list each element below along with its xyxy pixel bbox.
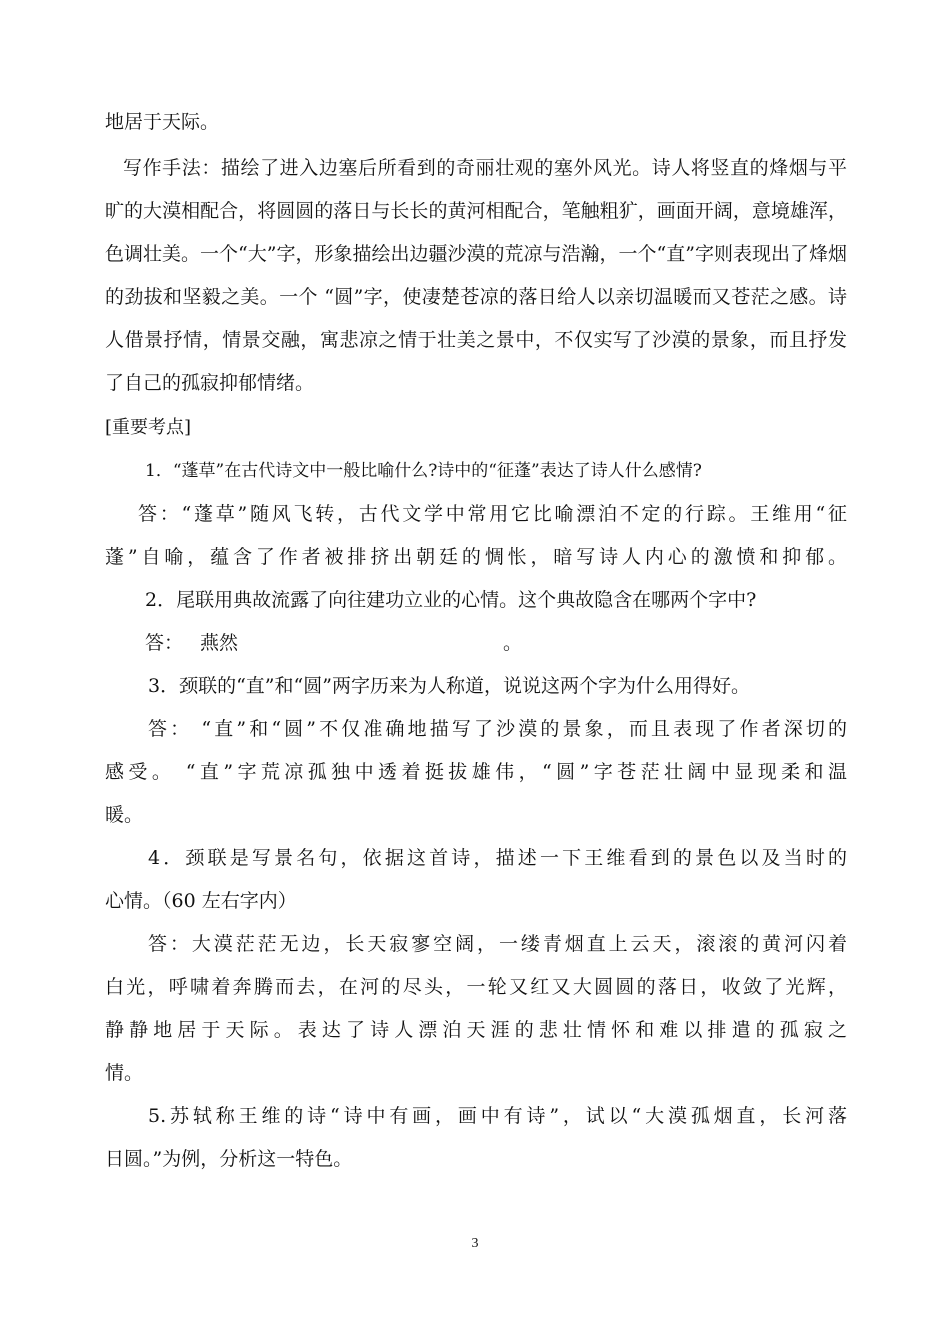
technique-line: 了自己的孤寂抑郁情绪。 — [105, 372, 315, 394]
answer-3-line: 暖。 — [105, 804, 144, 826]
question-3: 3．颈联的“直”和“圆”两字历来为人称道，说说这两个字为什么用得好。 — [148, 675, 750, 697]
answer-3-line: 感受。 “直”字荒凉孤独中透着挺拔雄伟，“圆”字苍茫壮阔中显现柔和温 — [105, 761, 847, 783]
question-5-line: 5.苏轼称王维的诗“诗中有画，画中有诗”，试以“大漠孤烟直，长河落 — [148, 1105, 847, 1127]
answer-4-line: 情。 — [105, 1062, 144, 1084]
question-5-line: 日圆。”为例，分析这一特色。 — [105, 1148, 353, 1170]
answer-4-line: 答：大漠茫茫无边，长天寂寥空阔，一缕青烟直上云天，滚滚的黄河闪着 — [148, 933, 847, 955]
question-4-line: 4．颈联是写景名句，依据这首诗，描述一下王维看到的景色以及当时的 — [148, 847, 847, 869]
answer-2-end: 。 — [503, 632, 523, 654]
answer-2-value: 燕然 — [200, 632, 239, 654]
question-2: 2．尾联用典故流露了向往建功立业的心情。这个典故隐含在哪两个字中? — [145, 589, 757, 611]
technique-line: 人借景抒情，情景交融，寓悲凉之情于壮美之景中，不仅实写了沙漠的景象，而且抒发 — [105, 329, 847, 351]
answer-1-line: 答：“蓬草”随风飞转，古代文学中常用它比喻漂泊不定的行踪。王维用“征 — [138, 503, 847, 525]
section-title: [重要考点] — [105, 417, 192, 438]
technique-line: 色调壮美。一个“大”字，形象描绘出边疆沙漠的荒凉与浩瀚，一个“直”字则表现出了烽烟 — [105, 243, 847, 265]
answer-4-line: 白光，呼啸着奔腾而去，在河的尽头，一轮又红又大圆圆的落日，收敛了光辉， — [105, 976, 847, 998]
technique-line: 旷的大漠相配合，将圆圆的落日与长长的黄河相配合，笔触粗犷，画面开阔，意境雄浑， — [105, 200, 847, 222]
answer-2-label: 答： — [145, 632, 184, 654]
answer-3-line: 答： “直”和“圆”不仅准确地描写了沙漠的景象，而且表现了作者深切的 — [148, 718, 847, 740]
technique-line: 的劲拔和坚毅之美。一个 “圆”字，使凄楚苍凉的落日给人以亲切温暖而又苍茫之感。诗 — [105, 286, 847, 308]
question-4-line: 心情。（60 左右字内） — [105, 890, 297, 912]
answer-4-line: 静静地居于天际。表达了诗人漂泊天涯的悲壮情怀和难以排遣的孤寂之 — [105, 1019, 847, 1041]
question-1: 1．“蓬草”在古代诗文中一般比喻什么?诗中的“征蓬”表达了诗人什么感情? — [145, 461, 702, 481]
page-number: 3 — [471, 1236, 479, 1251]
answer-1-line: 蓬”自喻，蕴含了作者被排挤出朝廷的惆怅，暗写诗人内心的激愤和抑郁。 — [105, 546, 847, 568]
technique-line: 写作手法：描绘了进入边塞后所看到的奇丽壮观的塞外风光。诗人将竖直的烽烟与平 — [123, 157, 847, 179]
opening-line: 地居于天际。 — [105, 111, 220, 133]
